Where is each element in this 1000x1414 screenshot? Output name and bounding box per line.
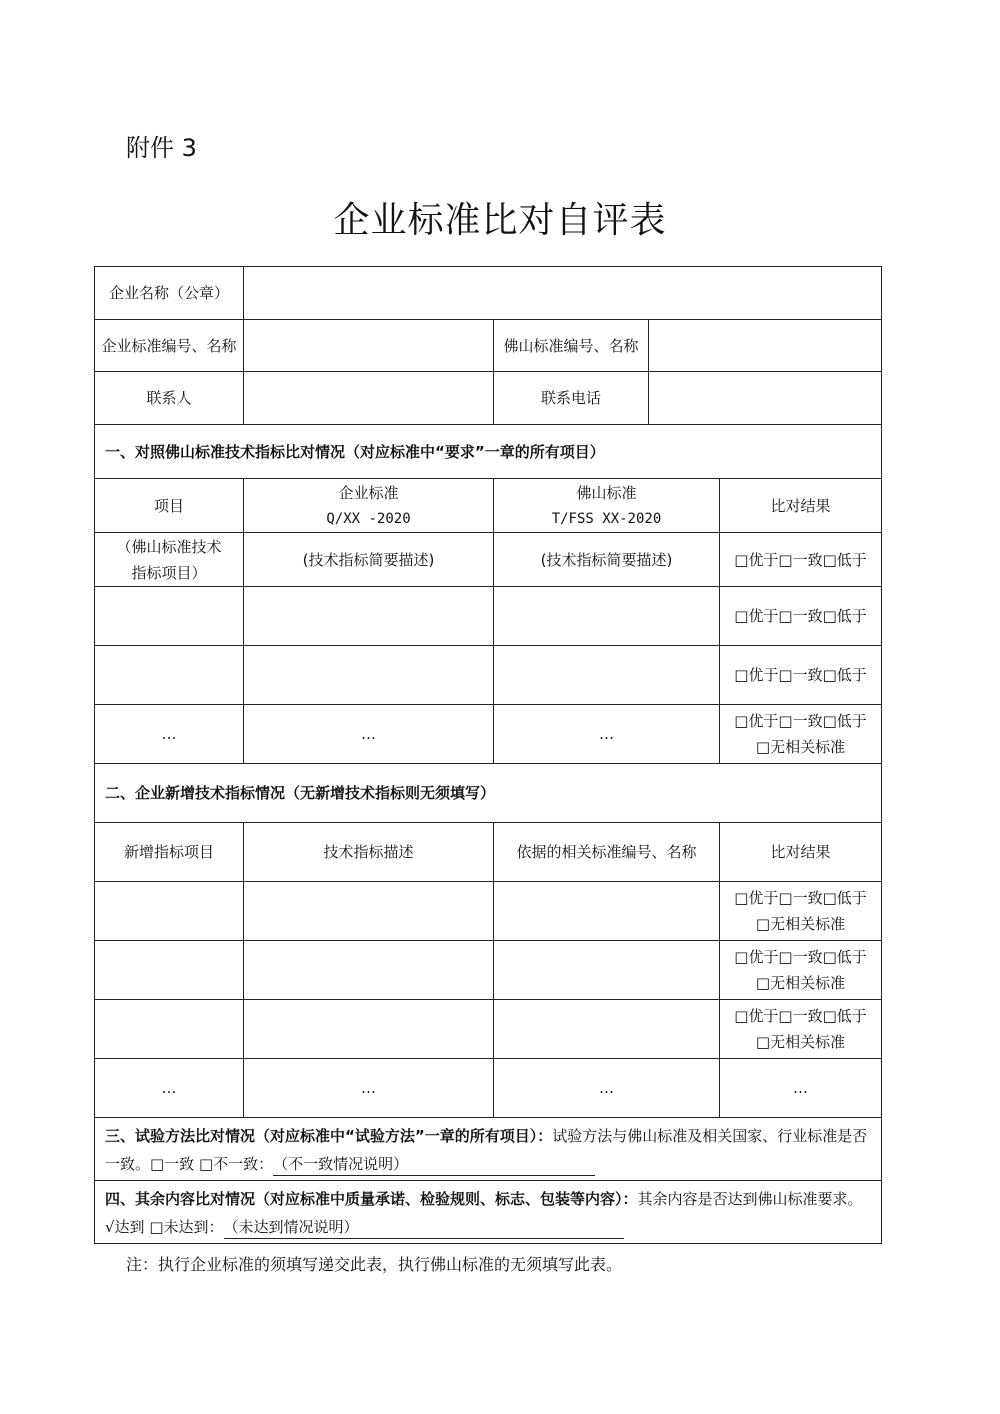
section4-fill[interactable] xyxy=(224,1216,624,1239)
row3-company[interactable] xyxy=(244,646,494,705)
new-row2-result[interactable] xyxy=(720,941,882,1000)
new-row1-no-related[interactable]: □无相关标准 xyxy=(755,915,846,933)
row4-item: … xyxy=(95,705,244,764)
section1-heading: 一、对照佛山标准技术指标比对情况（对应标准中“要求”一章的所有项目） xyxy=(95,425,882,479)
new-row3-result[interactable] xyxy=(720,1000,882,1059)
self-evaluation-form xyxy=(94,266,882,1244)
row4-result[interactable] xyxy=(720,705,882,764)
row1-result[interactable]: □优于□一致□低于 xyxy=(720,533,882,587)
col-result-header: 比对结果 xyxy=(720,479,882,533)
section3-fill-text: （不一致情况说明） xyxy=(273,1155,409,1173)
new-row1-basis[interactable] xyxy=(494,882,720,941)
row1-item: （佛山标准技术指标项目） xyxy=(95,533,244,587)
new-row3-result-options[interactable]: □优于□一致□低于 xyxy=(734,1007,867,1025)
section4-block xyxy=(95,1181,882,1244)
col-new-item-header: 新增指标项目 xyxy=(95,823,244,882)
row3-item[interactable] xyxy=(95,646,244,705)
attachment-label: 附件 3 xyxy=(126,134,197,162)
section2-heading: 二、企业新增技术指标情况（无新增技术指标则无须填写） xyxy=(95,764,882,823)
new-row1-desc[interactable] xyxy=(244,882,494,941)
section3-heading: 三、试验方法比对情况（对应标准中“试验方法”一章的所有项目）： xyxy=(105,1127,553,1145)
company-std-field[interactable] xyxy=(244,320,494,372)
row2-item[interactable] xyxy=(95,587,244,646)
new-row4-item: … xyxy=(95,1059,244,1118)
new-row4-basis: … xyxy=(494,1059,720,1118)
new-row2-basis[interactable] xyxy=(494,941,720,1000)
company-std-label: 企业标准编号、名称 xyxy=(95,320,244,372)
col-basis-header: 依据的相关标准编号、名称 xyxy=(494,823,720,882)
foshan-std-label: 佛山标准编号、名称 xyxy=(494,320,649,372)
row4-no-related[interactable]: □无相关标准 xyxy=(755,738,846,756)
new-row2-result-options[interactable]: □优于□一致□低于 xyxy=(734,948,867,966)
new-row3-basis[interactable] xyxy=(494,1000,720,1059)
footnote: 注：执行企业标准的须填写递交此表，执行佛山标准的无须填写此表。 xyxy=(126,1255,623,1274)
new-row3-item[interactable] xyxy=(95,1000,244,1059)
new-row4-result: … xyxy=(720,1059,882,1118)
row4-company: … xyxy=(244,705,494,764)
section4-fill-text: （未达到情况说明） xyxy=(223,1218,359,1236)
col-foshan-header xyxy=(494,479,720,533)
row2-result[interactable]: □优于□一致□低于 xyxy=(720,587,882,646)
new-row3-no-related[interactable]: □无相关标准 xyxy=(755,1033,846,1051)
row2-company[interactable] xyxy=(244,587,494,646)
row3-result[interactable]: □优于□一致□低于 xyxy=(720,646,882,705)
new-row2-no-related[interactable]: □无相关标准 xyxy=(755,974,846,992)
row3-foshan[interactable] xyxy=(494,646,720,705)
col-company-label: 企业标准 xyxy=(338,483,399,502)
section4-text: 其余内容是否达到佛山标准要求。√达到 □未达到： xyxy=(105,1190,863,1236)
new-row1-result-options[interactable]: □优于□一致□低于 xyxy=(734,889,867,907)
col-foshan-code: T/FSS XX-2020 xyxy=(551,510,662,527)
col-company-code: Q/XX -2020 xyxy=(326,510,411,527)
new-row2-desc[interactable] xyxy=(244,941,494,1000)
row1-company: (技术指标简要描述) xyxy=(244,533,494,587)
section3-text: 试验方法与佛山标准及相关国家、行业标准是否一致。□一致 □不一致： xyxy=(105,1127,868,1173)
new-row1-result[interactable] xyxy=(720,882,882,941)
row4-result-options[interactable]: □优于□一致□低于 xyxy=(734,712,867,730)
col-desc-header: 技术指标描述 xyxy=(244,823,494,882)
new-row2-item[interactable] xyxy=(95,941,244,1000)
section3-block xyxy=(95,1118,882,1181)
company-name-field[interactable] xyxy=(244,267,882,320)
contact-field[interactable] xyxy=(244,372,494,425)
page-title: 企业标准比对自评表 xyxy=(333,200,667,241)
row2-foshan[interactable] xyxy=(494,587,720,646)
new-row3-desc[interactable] xyxy=(244,1000,494,1059)
section3-fill[interactable] xyxy=(273,1153,595,1176)
col-item-header: 项目 xyxy=(95,479,244,533)
phone-field[interactable] xyxy=(649,372,882,425)
row4-foshan: … xyxy=(494,705,720,764)
section4-heading: 四、其余内容比对情况（对应标准中质量承诺、检验规则、标志、包装等内容）： xyxy=(105,1190,638,1208)
new-row1-item[interactable] xyxy=(95,882,244,941)
foshan-std-field[interactable] xyxy=(649,320,882,372)
phone-label: 联系电话 xyxy=(494,372,649,425)
contact-label: 联系人 xyxy=(95,372,244,425)
row1-foshan: (技术指标简要描述) xyxy=(494,533,720,587)
col-company-header xyxy=(244,479,494,533)
new-row4-desc: … xyxy=(244,1059,494,1118)
col-foshan-label: 佛山标准 xyxy=(576,483,637,502)
col-result2-header: 比对结果 xyxy=(720,823,882,882)
company-name-label: 企业名称（公章） xyxy=(95,267,244,320)
